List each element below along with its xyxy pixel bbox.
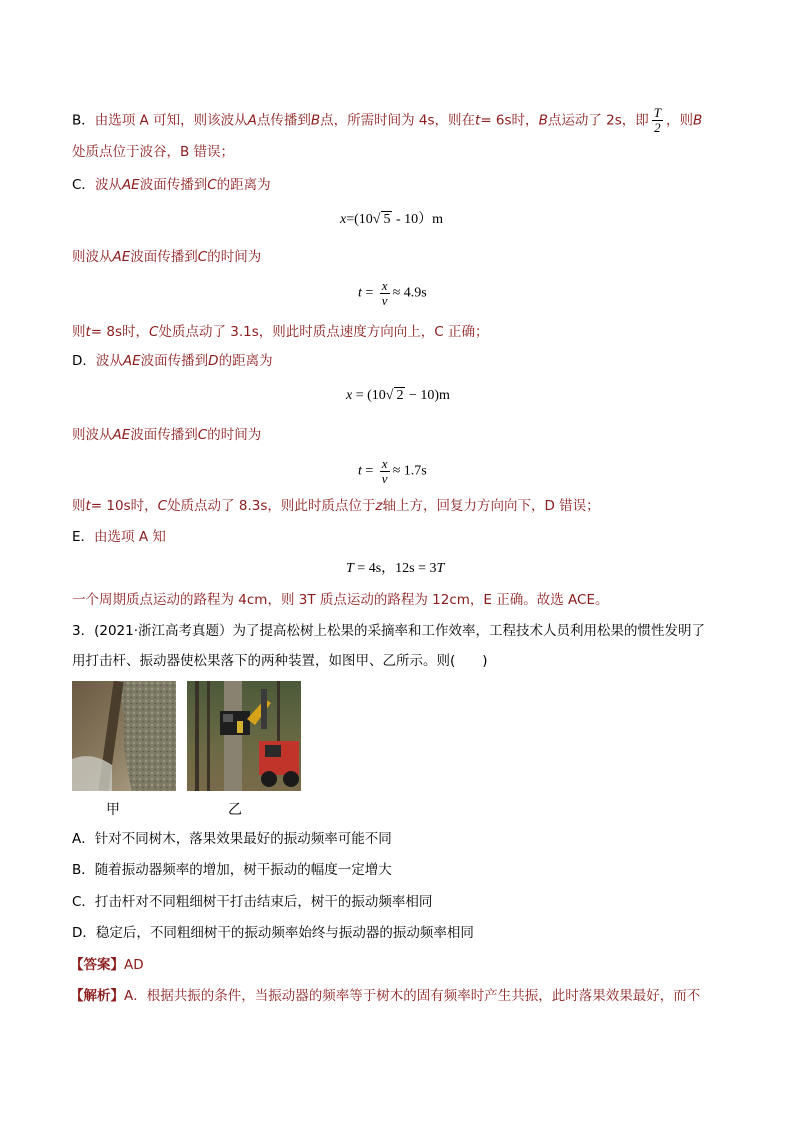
tree-vibrator-image xyxy=(187,681,301,791)
option-e-line-1: E．由选项 A 知 xyxy=(72,529,166,545)
analysis-tag: 【解析】 xyxy=(70,988,124,1004)
option-d: D．稳定后，不同粗细树干的振动频率始终与振动器的振动频率相同 xyxy=(72,925,474,941)
equation-time-d: t = $\frac{x}{v}$ ≈ 1.7s xyxy=(358,456,427,486)
figure-yi-photo xyxy=(187,681,301,791)
option-a: A．针对不同树木，落果效果最好的振动频率可能不同 xyxy=(72,831,392,847)
option-b-line-1: B．由选项 A 可知，则该波从A点传播到B点，所需时间为 4s，则在t= 6s时，B点运动了 2s，即 $\frac{T}{2}$ ，则B xyxy=(72,105,703,135)
figure-jia-photo xyxy=(72,681,176,791)
question-3-stem-line-1: 3．(2021·浙江高考真题）为了提高松树上松果的采摘率和工作效率，工程技术人员利用松果的惯性发明了 xyxy=(72,623,706,639)
option-c-line-2: 则波从AE波面传播到C的时间为 xyxy=(72,249,262,265)
equation-period: T = 4s，12s = 3T xyxy=(346,561,445,576)
equation-distance-d: x = (10√ 2 − 10)m xyxy=(346,388,450,403)
option-d-line-2: 则波从AE波面传播到C的时间为 xyxy=(72,427,262,443)
option-e-line-3: 一个周期质点运动的路程为 4cm，则 3T 质点运动的路程为 12cm，E 正确。故选 ACE。 xyxy=(72,592,609,608)
option-b-line-2: 处质点位于波谷，B 错误； xyxy=(72,144,235,160)
answer-tag: 【答案】 xyxy=(70,957,124,973)
question-3-stem-line-2: 用打击杆、振动器使松果落下的两种装置，如图甲、乙所示。则( ) xyxy=(72,653,488,669)
equation-time-c: t = $\frac{x}{v}$ ≈ 4.9s xyxy=(358,278,427,308)
fraction-x-over-v: $\frac{x}{v}$ xyxy=(381,278,388,308)
figure-jia-caption: 甲 xyxy=(106,802,120,818)
analysis-text: A．根据共振的条件，当振动器的频率等于树木的固有频率时产生共振，此时落果效果最好，而不 xyxy=(124,988,701,1004)
option-d-line-3: 则t= 10s时，C处质点动了 8.3s，则此时质点位于z轴上方，回复力方向向下，D 错误； xyxy=(72,498,600,514)
fraction-x-over-v: $\frac{x}{v}$ xyxy=(381,456,388,486)
equation-distance-c: x=(10√ 5 - 10）m xyxy=(340,212,444,227)
option-d-line-1: D．波从AE波面传播到D的距离为 xyxy=(72,353,273,369)
option-c-line-1: C．波从AE波面传播到C的距离为 xyxy=(72,177,271,193)
fraction-t-over-2: $\frac{T}{2}$ xyxy=(653,105,661,135)
tree-striker-image xyxy=(72,681,176,791)
option-b: B．随着振动器频率的增加，树干振动的幅度一定增大 xyxy=(72,862,392,878)
analysis-line xyxy=(70,987,700,1005)
answer-value: AD xyxy=(124,957,144,973)
option-c-line-3: 则t= 8s时，C处质点动了 3.1s，则此时质点速度方向向上，C 正确； xyxy=(72,324,489,340)
option-c: C．打击杆对不同粗细树干打击结束后，树干的振动频率相同 xyxy=(72,894,433,910)
answer-line xyxy=(70,956,144,974)
figure-yi-caption: 乙 xyxy=(228,802,242,818)
